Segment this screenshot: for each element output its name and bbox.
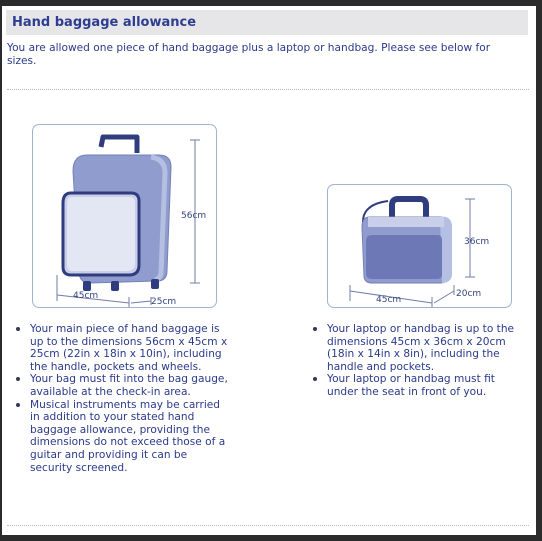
- main-bag-height-label: 56cm: [181, 211, 207, 221]
- intro-text: You are allowed one piece of hand baggage plus a laptop or handbag. Please see below for sizes.: [7, 42, 491, 67]
- list-item: Your laptop or handbag must fit under the seat in front of you.: [305, 373, 515, 398]
- list-item: Musical instruments may be carried in addition to your stated hand baggage allowance, providing the dimensions do not exceed those of a guitar and providing it can be security screened.: [8, 399, 230, 475]
- bullet-icon: [16, 377, 20, 381]
- main-bag-width-label: 45cm: [73, 291, 99, 301]
- list-item: Your main piece of hand baggage is up to the dimensions 56cm x 45cm x 25cm (22in x 18in x 10in), including the handle, pockets and wheels.: [8, 323, 230, 373]
- laptop-bag-depth-label: 20cm: [456, 289, 482, 299]
- bullet-icon: [16, 327, 20, 331]
- bullet-icon: [313, 377, 317, 381]
- page-title: Hand baggage allowance: [12, 15, 197, 30]
- main-bag-depth-label: 25cm: [151, 297, 177, 307]
- laptop-bag-height-label: 36cm: [464, 237, 490, 247]
- bullet-icon: [16, 403, 20, 407]
- list-item: Your laptop or handbag is up to the dimensions 45cm x 36cm x 20cm (18in x 14in x 8in), including the handle and pockets.: [305, 323, 515, 373]
- page: [2, 6, 536, 535]
- list-item: Your bag must fit into the bag gauge, available at the check-in area.: [8, 373, 230, 398]
- laptop-bag-rules: [305, 323, 515, 399]
- bullet-icon: [313, 327, 317, 331]
- top-divider: [7, 89, 529, 90]
- laptop-bag-width-label: 45cm: [376, 295, 402, 305]
- main-bag-illustration: [32, 124, 217, 308]
- laptop-bag-illustration: [327, 184, 512, 308]
- main-bag-rules: [8, 323, 230, 474]
- section-header: [6, 10, 528, 35]
- bottom-divider: [7, 525, 529, 526]
